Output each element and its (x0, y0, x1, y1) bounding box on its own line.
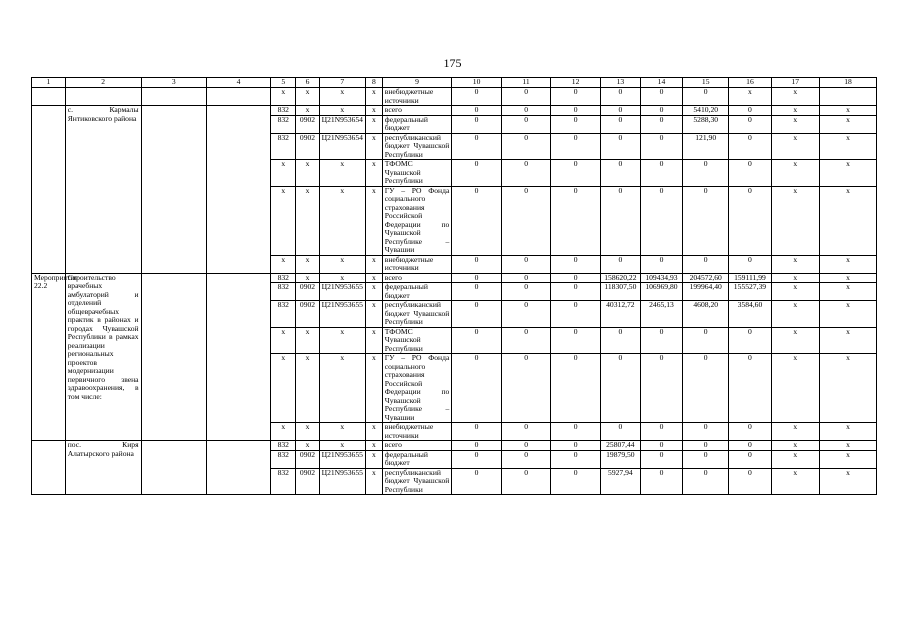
grbs-cell: 832 (271, 115, 296, 133)
value-cell: 0 (551, 88, 601, 106)
value-cell: x (771, 441, 819, 451)
value-cell: 0 (729, 255, 771, 273)
value-cell: 0 (640, 441, 682, 451)
empty-cell (206, 273, 270, 441)
value-cell: 0 (600, 115, 640, 133)
budget-table (31, 77, 877, 495)
column-number: 4 (206, 78, 270, 88)
expense-group-cell: x (365, 301, 382, 328)
section-cell: x (296, 106, 319, 116)
value-cell: 0 (683, 327, 729, 354)
value-cell: 0 (551, 133, 601, 160)
value-cell: x (771, 106, 819, 116)
column-number: 16 (729, 78, 771, 88)
value-cell: x (819, 186, 876, 255)
grbs-cell: x (271, 423, 296, 441)
grbs-cell: 832 (271, 441, 296, 451)
value-cell: 0 (600, 327, 640, 354)
value-cell: 2465,13 (640, 301, 682, 328)
value-cell: 0 (600, 106, 640, 116)
value-cell: x (819, 283, 876, 301)
value-cell: 0 (729, 450, 771, 468)
value-cell: x (771, 354, 819, 423)
value-cell: x (771, 115, 819, 133)
object-cell: Строительство врачебных амбулаторий и отделений общеврачебных практик в районах и городах Чувашской Республики в рамках реализации региональных проектов модернизации первичного звена здравоохранения, в том числе: (65, 273, 141, 441)
value-cell (819, 88, 876, 106)
value-cell: 0 (640, 255, 682, 273)
value-cell: 199964,40 (683, 283, 729, 301)
value-cell: 0 (452, 283, 502, 301)
value-cell: 0 (452, 301, 502, 328)
value-cell: 0 (600, 88, 640, 106)
value-cell: 0 (640, 160, 682, 187)
value-cell: 0 (501, 160, 551, 187)
value-cell: 0 (551, 255, 601, 273)
funding-source-cell: всего (382, 273, 452, 283)
value-cell: 0 (600, 186, 640, 255)
value-cell: 0 (551, 327, 601, 354)
column-number: 8 (365, 78, 382, 88)
value-cell: 5927,94 (600, 468, 640, 495)
value-cell: x (771, 88, 819, 106)
target-article-cell: x (319, 327, 365, 354)
value-cell: 0 (452, 423, 502, 441)
empty-cell (141, 88, 206, 106)
grbs-cell: x (271, 327, 296, 354)
value-cell: 0 (729, 468, 771, 495)
value-cell: 0 (683, 354, 729, 423)
table-row (32, 88, 877, 106)
target-article-cell: x (319, 441, 365, 451)
value-cell: 118307,50 (600, 283, 640, 301)
empty-cell (141, 273, 206, 441)
value-cell: 0 (452, 354, 502, 423)
expense-group-cell: x (365, 423, 382, 441)
object-cell (65, 88, 141, 106)
target-article-cell: x (319, 106, 365, 116)
funding-source-cell: ТФОМС Чувашской Республики (382, 160, 452, 187)
column-number: 3 (141, 78, 206, 88)
value-cell: 25807,44 (600, 441, 640, 451)
value-cell: 0 (501, 450, 551, 468)
value-cell: 0 (683, 160, 729, 187)
value-cell: x (819, 354, 876, 423)
target-article-cell: x (319, 160, 365, 187)
value-cell: 0 (683, 423, 729, 441)
value-cell: x (819, 423, 876, 441)
value-cell: 0 (501, 283, 551, 301)
target-article-cell: Ц21N953655 (319, 450, 365, 468)
target-article-cell: x (319, 423, 365, 441)
value-cell: 0 (640, 106, 682, 116)
value-cell: 0 (452, 133, 502, 160)
funding-source-cell: федеральный бюджет (382, 115, 452, 133)
value-cell: 0 (501, 88, 551, 106)
expense-group-cell: x (365, 441, 382, 451)
funding-source-cell: внебюджетные источники (382, 88, 452, 106)
value-cell: 0 (551, 441, 601, 451)
column-number: 17 (771, 78, 819, 88)
target-article-cell: x (319, 273, 365, 283)
section-cell: x (296, 186, 319, 255)
value-cell: x (819, 255, 876, 273)
value-cell: 0 (683, 468, 729, 495)
column-number: 18 (819, 78, 876, 88)
value-cell: 0 (729, 441, 771, 451)
value-cell: 0 (452, 327, 502, 354)
expense-group-cell: x (365, 106, 382, 116)
value-cell: 0 (551, 423, 601, 441)
value-cell: 0 (551, 106, 601, 116)
value-cell: 0 (551, 301, 601, 328)
value-cell: 0 (551, 186, 601, 255)
section-cell: 0902 (296, 450, 319, 468)
value-cell: 0 (452, 115, 502, 133)
value-cell: 0 (452, 273, 502, 283)
section-cell: x (296, 273, 319, 283)
value-cell: x (771, 327, 819, 354)
value-cell: 0 (452, 160, 502, 187)
expense-group-cell: x (365, 450, 382, 468)
grbs-cell: x (271, 160, 296, 187)
funding-source-cell: всего (382, 106, 452, 116)
value-cell: 0 (551, 354, 601, 423)
expense-group-cell: x (365, 273, 382, 283)
expense-group-cell: x (365, 255, 382, 273)
target-article-cell: x (319, 354, 365, 423)
value-cell: x (771, 160, 819, 187)
value-cell: 0 (640, 450, 682, 468)
value-cell: 106969,80 (640, 283, 682, 301)
target-article-cell: Ц21N953655 (319, 468, 365, 495)
value-cell: 0 (452, 255, 502, 273)
column-number: 15 (683, 78, 729, 88)
value-cell: 0 (600, 255, 640, 273)
value-cell: 121,90 (683, 133, 729, 160)
target-article-cell: Ц21N953655 (319, 301, 365, 328)
value-cell: 0 (452, 106, 502, 116)
section-cell: 0902 (296, 301, 319, 328)
page-number: 175 (443, 56, 462, 70)
column-number-row (32, 78, 877, 88)
funding-source-cell: ГУ – РО Фонда социального страхования Российской Федерации по Чувашской Республике – Чувашии (382, 354, 452, 423)
value-cell: 109434,93 (640, 273, 682, 283)
table-row (32, 106, 877, 116)
value-cell: 0 (501, 301, 551, 328)
expense-group-cell: x (365, 160, 382, 187)
funding-source-cell: ТФОМС Чувашской Республики (382, 327, 452, 354)
value-cell: x (819, 133, 876, 160)
grbs-cell: 832 (271, 450, 296, 468)
value-cell: 155527,39 (729, 283, 771, 301)
section-cell: 0902 (296, 283, 319, 301)
value-cell: x (819, 301, 876, 328)
value-cell: 0 (501, 468, 551, 495)
value-cell: x (771, 301, 819, 328)
value-cell: x (819, 273, 876, 283)
section-cell: x (296, 88, 319, 106)
value-cell: 0 (551, 450, 601, 468)
section-cell: x (296, 327, 319, 354)
column-number: 11 (501, 78, 551, 88)
value-cell: 0 (729, 186, 771, 255)
funding-source-cell: республиканский бюджет Чувашской Республики (382, 301, 452, 328)
value-cell: x (771, 133, 819, 160)
value-cell: 158620,22 (600, 273, 640, 283)
funding-source-cell: внебюджетные источники (382, 423, 452, 441)
target-article-cell: x (319, 255, 365, 273)
funding-source-cell: внебюджетные источники (382, 255, 452, 273)
target-article-cell: x (319, 186, 365, 255)
section-cell: x (296, 160, 319, 187)
funding-source-cell: федеральный бюджет (382, 283, 452, 301)
value-cell: 0 (551, 160, 601, 187)
funding-source-cell: федеральный бюджет (382, 450, 452, 468)
value-cell: 204572,60 (683, 273, 729, 283)
value-cell: 0 (551, 468, 601, 495)
empty-cell (206, 88, 270, 106)
object-cell: пос. Киря Алатырского района (65, 441, 141, 495)
value-cell: 0 (501, 441, 551, 451)
value-cell: 0 (501, 115, 551, 133)
value-cell: 0 (640, 133, 682, 160)
value-cell: 0 (452, 441, 502, 451)
value-cell: 0 (600, 133, 640, 160)
value-cell: x (819, 468, 876, 495)
column-number: 5 (271, 78, 296, 88)
value-cell: 3584,60 (729, 301, 771, 328)
value-cell: 40312,72 (600, 301, 640, 328)
value-cell: 0 (501, 186, 551, 255)
value-cell: 0 (640, 423, 682, 441)
event-cell (32, 106, 66, 274)
expense-group-cell: x (365, 468, 382, 495)
section-cell: 0902 (296, 133, 319, 160)
value-cell: 0 (452, 88, 502, 106)
funding-source-cell: республиканский бюджет Чувашской Республики (382, 133, 452, 160)
empty-cell (141, 441, 206, 495)
value-cell: 0 (729, 423, 771, 441)
value-cell: x (819, 327, 876, 354)
column-number: 2 (65, 78, 141, 88)
grbs-cell: 832 (271, 273, 296, 283)
expense-group-cell: x (365, 186, 382, 255)
value-cell: 0 (683, 450, 729, 468)
value-cell: 0 (501, 423, 551, 441)
section-cell: x (296, 255, 319, 273)
section-cell: x (296, 441, 319, 451)
column-number: 1 (32, 78, 66, 88)
value-cell: 0 (729, 354, 771, 423)
target-article-cell: x (319, 88, 365, 106)
value-cell: x (819, 160, 876, 187)
value-cell: 0 (600, 160, 640, 187)
grbs-cell: x (271, 354, 296, 423)
value-cell: x (819, 115, 876, 133)
grbs-cell: x (271, 255, 296, 273)
value-cell: 159111,99 (729, 273, 771, 283)
value-cell: x (771, 283, 819, 301)
value-cell: 0 (640, 354, 682, 423)
value-cell: x (771, 186, 819, 255)
value-cell: x (819, 450, 876, 468)
expense-group-cell: x (365, 327, 382, 354)
expense-group-cell: x (365, 283, 382, 301)
value-cell: 0 (551, 283, 601, 301)
value-cell: x (771, 468, 819, 495)
value-cell: 5288,30 (683, 115, 729, 133)
target-article-cell: Ц21N953654 (319, 115, 365, 133)
value-cell: 0 (501, 106, 551, 116)
grbs-cell: x (271, 186, 296, 255)
value-cell: 0 (640, 327, 682, 354)
value-cell: 0 (501, 327, 551, 354)
section-cell: 0902 (296, 115, 319, 133)
value-cell: 0 (640, 186, 682, 255)
value-cell: 0 (600, 423, 640, 441)
target-article-cell: Ц21N953655 (319, 283, 365, 301)
value-cell: 0 (600, 354, 640, 423)
value-cell: 0 (729, 327, 771, 354)
value-cell: 0 (640, 88, 682, 106)
value-cell: 0 (729, 133, 771, 160)
expense-group-cell: x (365, 133, 382, 160)
column-number: 14 (640, 78, 682, 88)
section-cell: x (296, 354, 319, 423)
grbs-cell: 832 (271, 468, 296, 495)
value-cell: x (729, 88, 771, 106)
event-cell (32, 88, 66, 106)
column-number: 9 (382, 78, 452, 88)
expense-group-cell: x (365, 115, 382, 133)
value-cell: 4608,20 (683, 301, 729, 328)
value-cell: 0 (452, 468, 502, 495)
column-number: 6 (296, 78, 319, 88)
table-body (32, 88, 877, 495)
value-cell: 0 (640, 115, 682, 133)
value-cell: x (771, 273, 819, 283)
event-cell: Мероприятие 22.2 (32, 273, 66, 441)
value-cell: 0 (501, 273, 551, 283)
value-cell: x (819, 441, 876, 451)
value-cell: 0 (683, 88, 729, 106)
grbs-cell: 832 (271, 301, 296, 328)
funding-source-cell: всего (382, 441, 452, 451)
funding-source-cell: республиканский бюджет Чувашской Республики (382, 468, 452, 495)
grbs-cell: 832 (271, 133, 296, 160)
value-cell: 0 (551, 273, 601, 283)
grbs-cell: x (271, 88, 296, 106)
value-cell: 5410,20 (683, 106, 729, 116)
value-cell: 0 (501, 255, 551, 273)
value-cell: 0 (729, 106, 771, 116)
grbs-cell: 832 (271, 283, 296, 301)
value-cell: x (819, 106, 876, 116)
column-number: 10 (452, 78, 502, 88)
table-row (32, 441, 877, 451)
empty-cell (206, 106, 270, 274)
expense-group-cell: x (365, 354, 382, 423)
event-cell (32, 441, 66, 495)
value-cell: 19879,50 (600, 450, 640, 468)
section-cell: x (296, 423, 319, 441)
value-cell: 0 (640, 468, 682, 495)
value-cell: 0 (729, 115, 771, 133)
grbs-cell: 832 (271, 106, 296, 116)
column-number: 12 (551, 78, 601, 88)
value-cell: 0 (452, 450, 502, 468)
value-cell: 0 (683, 255, 729, 273)
funding-source-cell: ГУ – РО Фонда социального страхования Российской Федерации по Чувашской Республике – Чувашии (382, 186, 452, 255)
value-cell: 0 (729, 160, 771, 187)
empty-cell (206, 441, 270, 495)
section-cell: 0902 (296, 468, 319, 495)
empty-cell (141, 106, 206, 274)
value-cell: 0 (452, 186, 502, 255)
target-article-cell: Ц21N953654 (319, 133, 365, 160)
value-cell: x (771, 450, 819, 468)
value-cell: 0 (501, 133, 551, 160)
object-cell: с. Кармалы Янтиковского района (65, 106, 141, 274)
value-cell: 0 (501, 354, 551, 423)
column-number: 13 (600, 78, 640, 88)
value-cell: 0 (551, 115, 601, 133)
value-cell: 0 (683, 441, 729, 451)
value-cell: x (771, 423, 819, 441)
expense-group-cell: x (365, 88, 382, 106)
value-cell: x (771, 255, 819, 273)
column-number: 7 (319, 78, 365, 88)
value-cell: 0 (683, 186, 729, 255)
